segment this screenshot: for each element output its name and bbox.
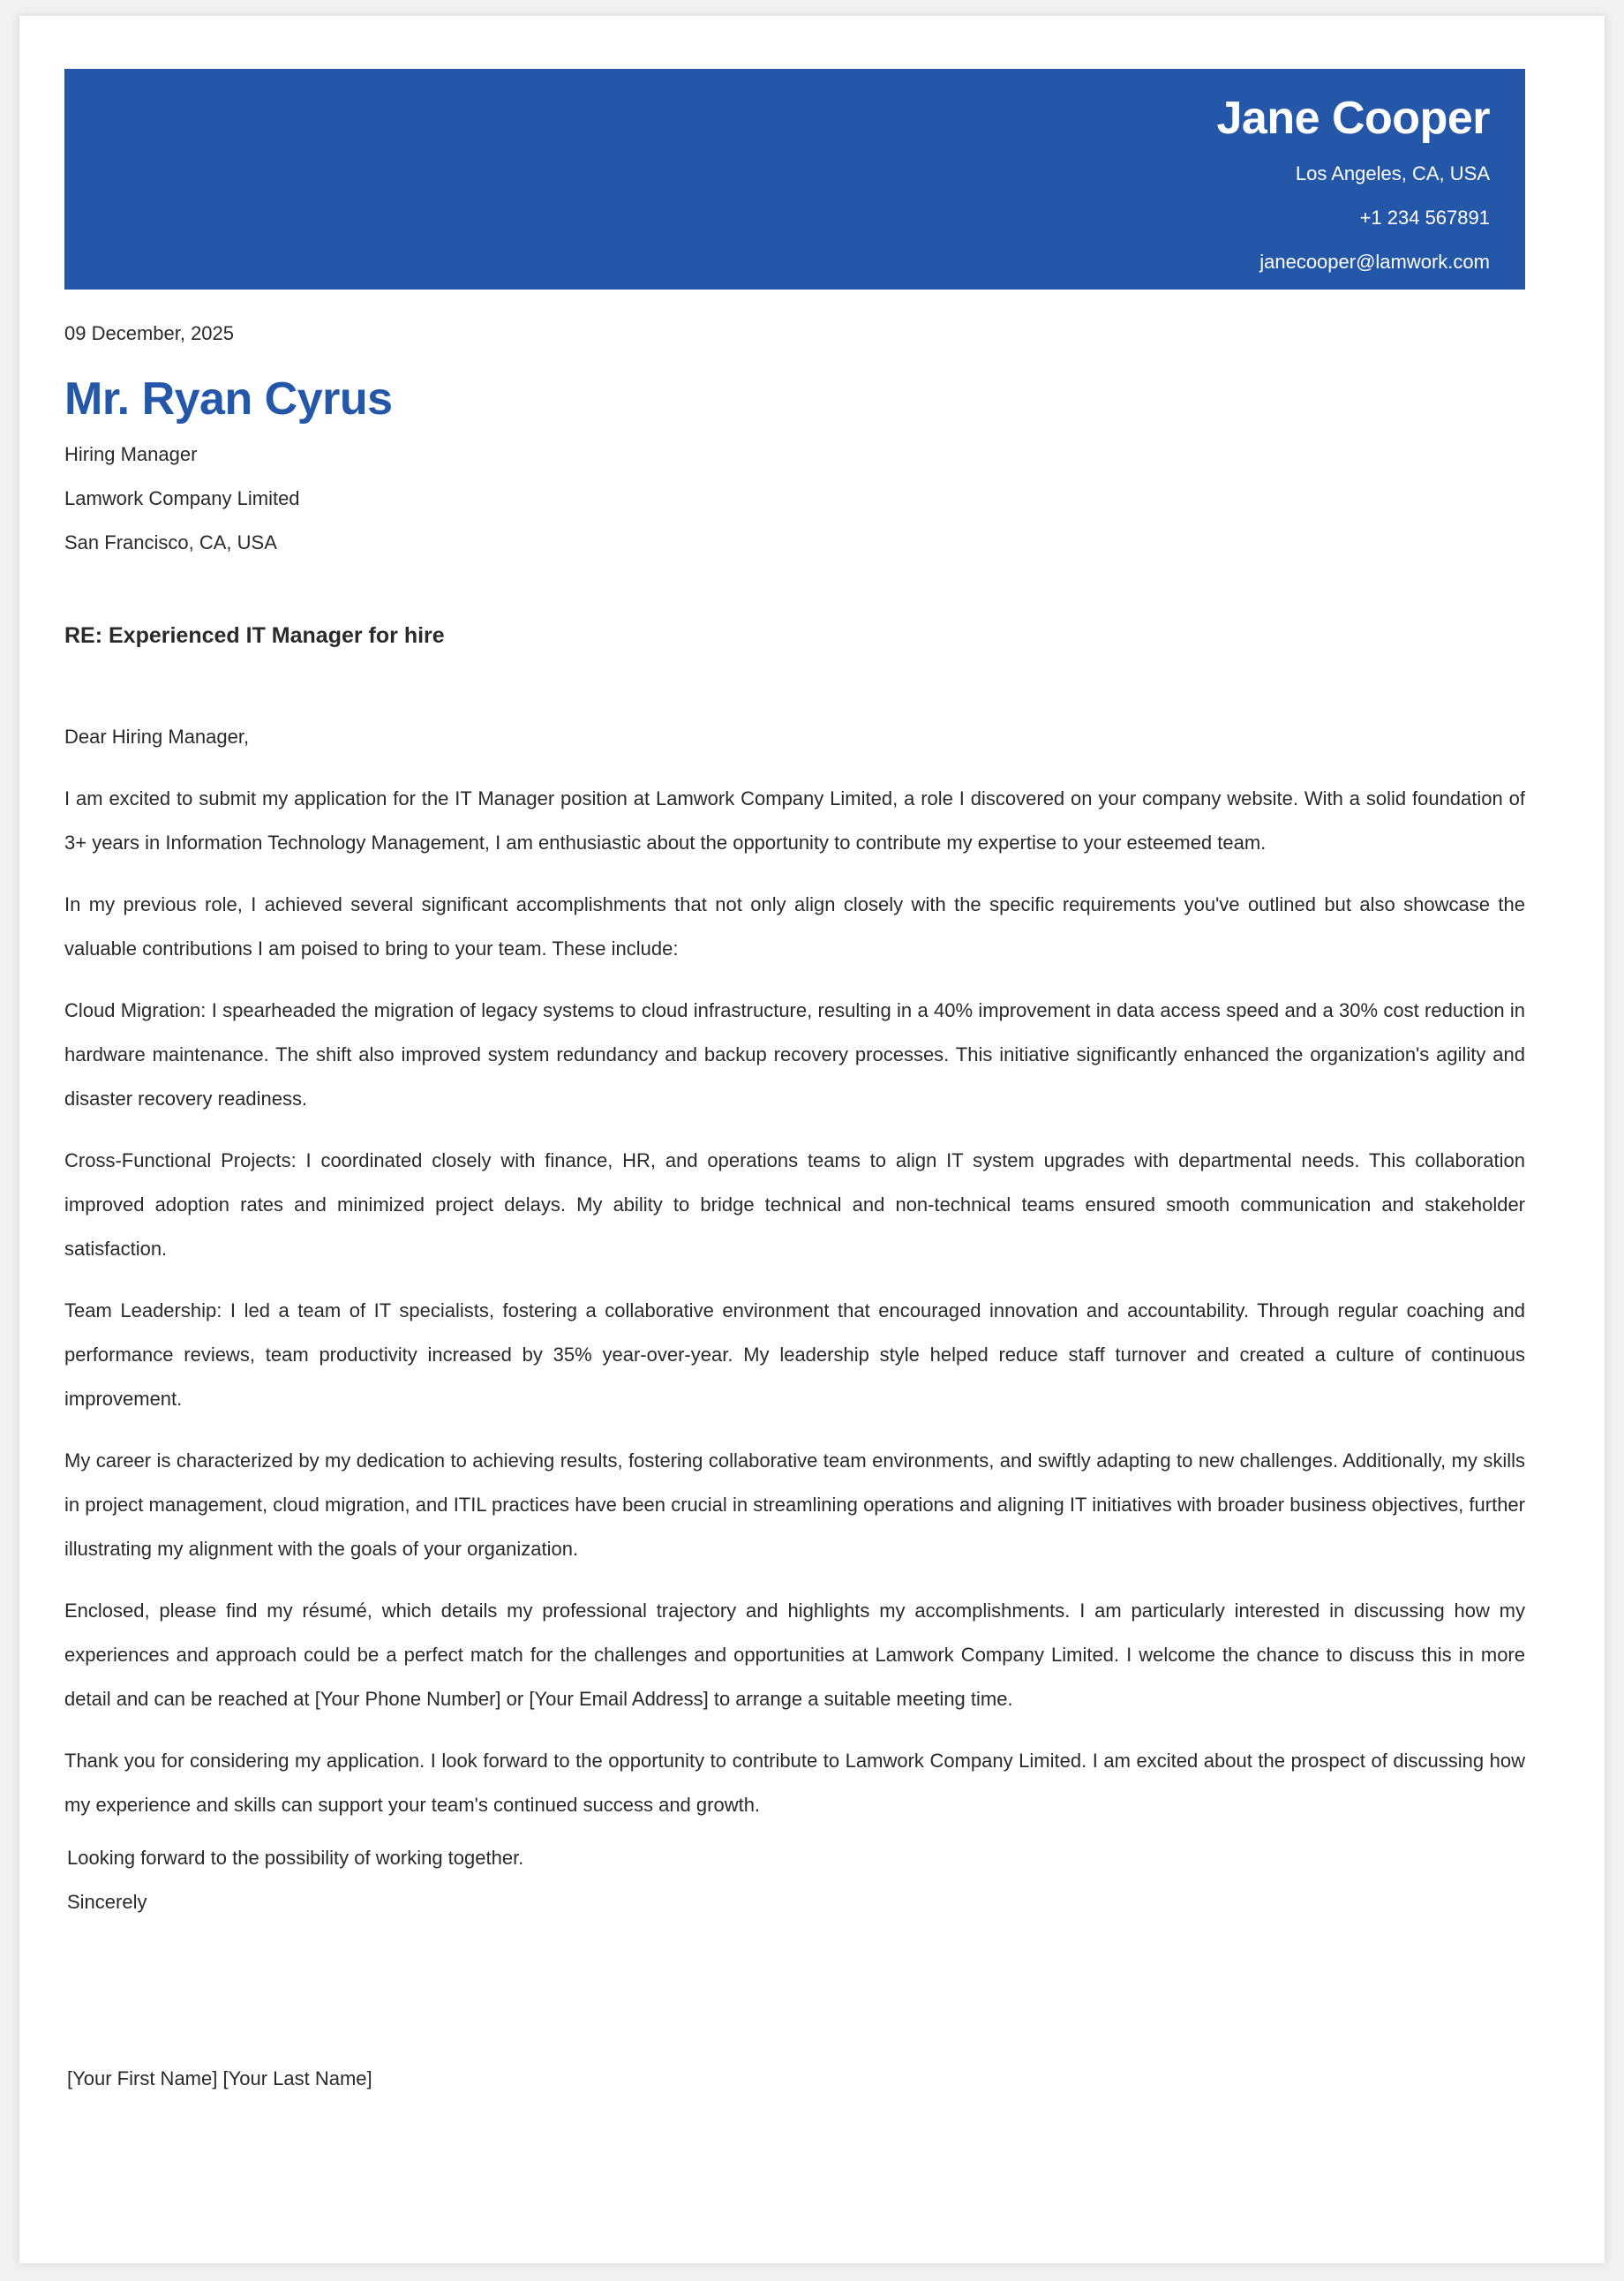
recipient-company: Lamwork Company Limited: [64, 487, 300, 509]
paragraph-accomplishments: In my previous role, I achieved several significant accomplishments that not only align closely with the specific requirements you've outlined but also showcase the valuable contributions I am poised to bring to your team. These include:: [64, 893, 1525, 960]
signature-name: [Your First Name] [Your Last Name]: [67, 2067, 372, 2089]
paragraph-career: My career is characterized by my dedication to achieving results, fostering collaborative team environments, and swiftly adapting to new challenges. Additionally, my skills in project management, cloud migration, and ITIL practices have been crucial in streamlining operations and aligning IT initiatives with broader business objectives, further illustrating my alignment with the goals of your organization.: [64, 1449, 1525, 1560]
sender-email: janecooper@lamwork.com: [1259, 251, 1490, 273]
sender-header: [64, 69, 1525, 290]
letter-subject: RE: Experienced IT Manager for hire: [64, 623, 445, 648]
sender-location: Los Angeles, CA, USA: [1295, 162, 1490, 184]
recipient-location: San Francisco, CA, USA: [64, 531, 277, 553]
sender-phone: +1 234 567891: [1359, 207, 1490, 229]
salutation: Dear Hiring Manager,: [64, 726, 250, 748]
letter-body: [64, 715, 1525, 1845]
sender-name: Jane Cooper: [1216, 93, 1490, 144]
paragraph-enclosed: Enclosed, please find my résumé, which details my professional trajectory and highlights my accomplishments. I am particularly interested in discussing how my experiences and approach could be a perfect match for the challenges and opportunities at Lamwork Company Limited. I welcome the chance to discuss this in more detail and can be reached at [Your Phone Number] or [Your Email Address] to arrange a suitable meeting time.: [64, 1600, 1525, 1710]
paragraph-cross-functional: Cross-Functional Projects: I coordinated closely with finance, HR, and operations teams to align IT system upgrades with departmental needs. This collaboration improved adoption rates and minimized project delays. My ability to bridge technical and non-technical teams ensured smooth communication and stakeholder satisfaction.: [64, 1149, 1525, 1260]
closing-line: Looking forward to the possibility of working together.: [67, 1847, 524, 1869]
paragraph-cloud-migration: Cloud Migration: I spearheaded the migration of legacy systems to cloud infrastructure, resulting in a 40% improvement in data access speed and a 30% cost reduction in hardware maintenance. The shift also improved system redundancy and backup recovery processes. This initiative significantly enhanced the organization's agility and disaster recovery readiness.: [64, 999, 1525, 1110]
recipient-title: Hiring Manager: [64, 443, 198, 465]
paragraph-intro: I am excited to submit my application for the IT Manager position at Lamwork Company Limited, a role I discovered on your company website. With a solid foundation of 3+ years in Information Technology Management, I am enthusiastic about the opportunity to contribute my expertise to your esteemed team.: [64, 787, 1525, 854]
closing-block: [67, 1836, 523, 1924]
recipient-name: Mr. Ryan Cyrus: [64, 373, 393, 425]
letter-date: 09 December, 2025: [64, 322, 235, 344]
recipient-details: [64, 433, 1525, 565]
paragraph-thanks: Thank you for considering my application. I look forward to the opportunity to contribute to Lamwork Company Limited. I am excited about the prospect of discussing how my experience and skills can support your team's continued success and growth.: [64, 1750, 1525, 1816]
paragraph-team-leadership: Team Leadership: I led a team of IT specialists, fostering a collaborative environment that encouraged innovation and accountability. Through regular coaching and performance reviews, team productivity increased by 35% year-over-year. My leadership style helped reduce staff turnover and created a culture of continuous improvement.: [64, 1299, 1525, 1410]
closing-signoff: Sincerely: [67, 1891, 147, 1913]
